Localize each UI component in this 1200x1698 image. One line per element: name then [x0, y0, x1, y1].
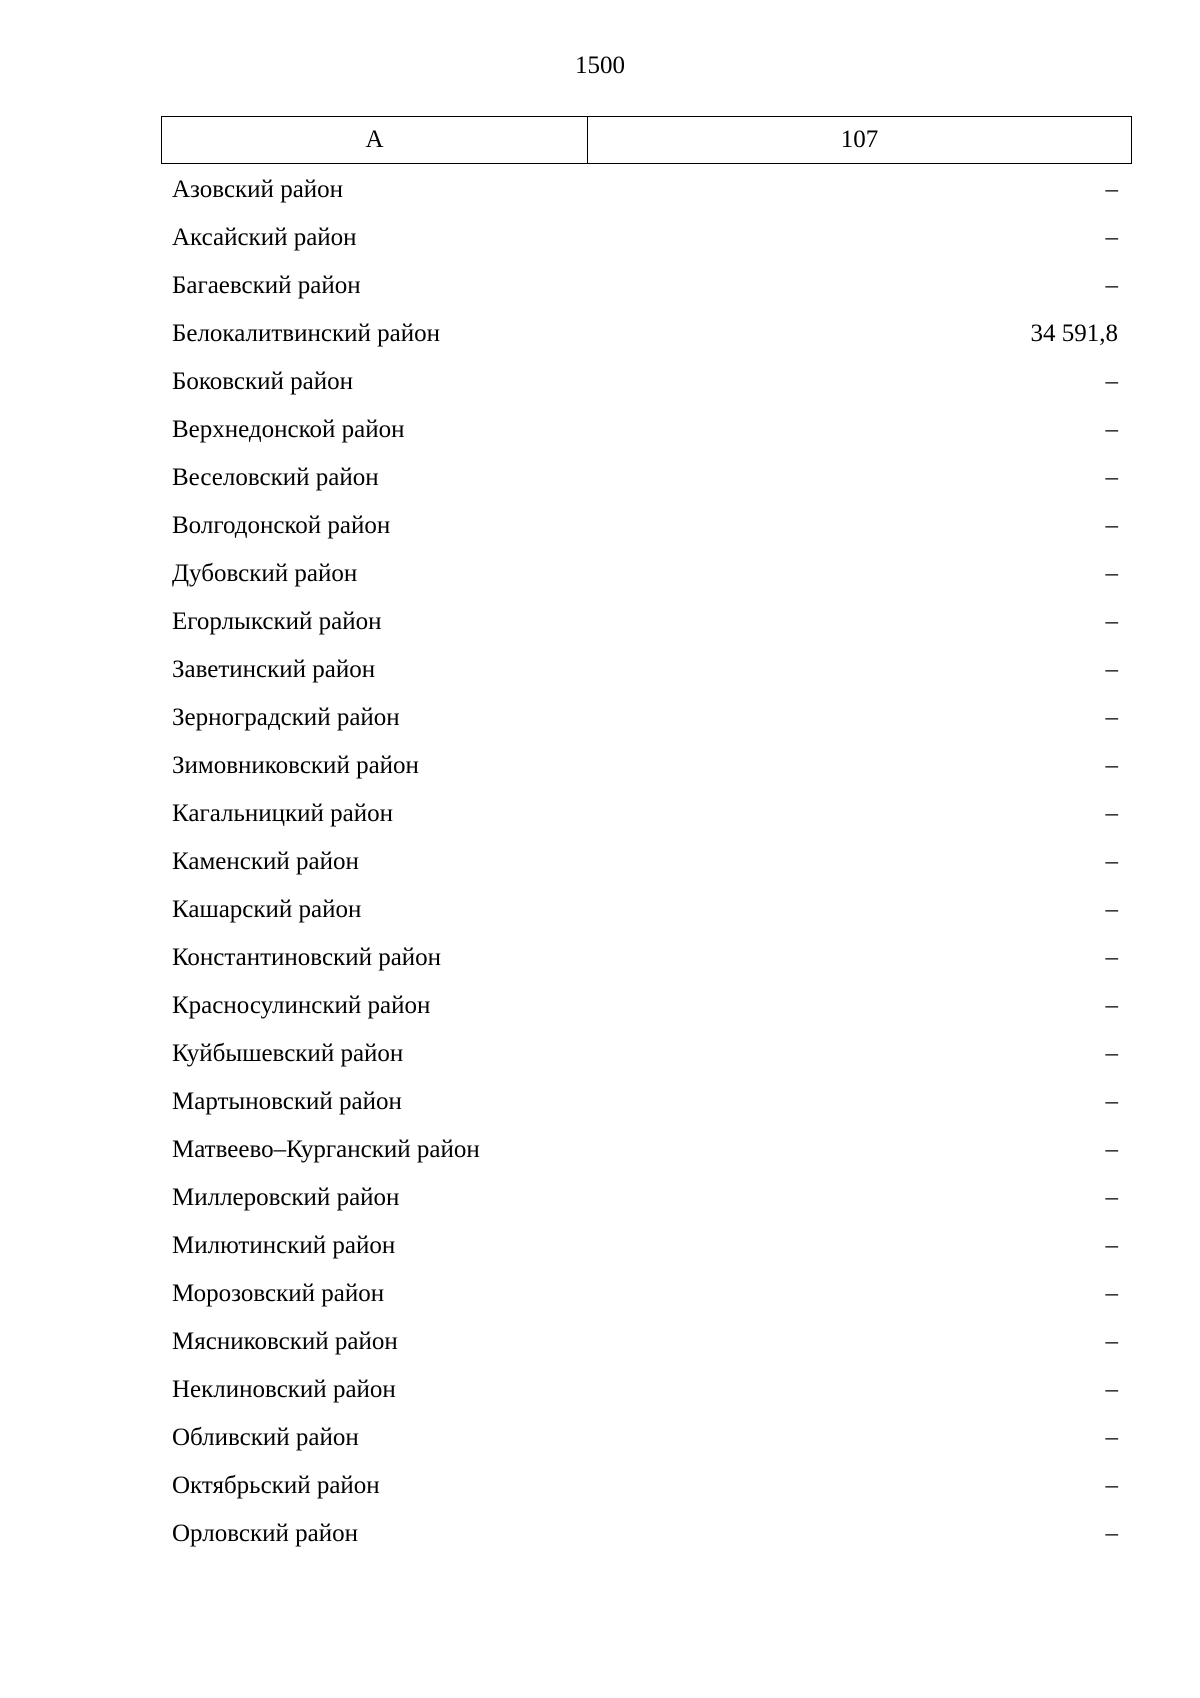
table-row [161, 1366, 1129, 1414]
district-name: Красносулинский район [172, 992, 431, 1019]
district-name: Азовский район [172, 176, 344, 203]
district-value: – [1105, 1088, 1118, 1115]
district-value: – [1105, 896, 1118, 923]
table-row [161, 1030, 1129, 1078]
district-name: Обливский район [172, 1424, 359, 1451]
district-name: Константиновский район [172, 944, 442, 971]
district-value: – [1105, 848, 1118, 875]
table-row [161, 790, 1129, 838]
district-value: – [1105, 992, 1118, 1019]
district-value: – [1105, 704, 1118, 731]
district-name: Кагальницкий район [172, 800, 394, 827]
district-name: Миллеровский район [172, 1184, 400, 1211]
district-value: – [1105, 800, 1118, 827]
district-value: – [1105, 272, 1118, 299]
district-name: Неклиновский район [172, 1376, 396, 1403]
district-value: – [1105, 656, 1118, 683]
table-header [161, 116, 1132, 164]
district-value: – [1105, 1520, 1118, 1547]
table-row [161, 1078, 1129, 1126]
data-table [161, 116, 1129, 1558]
district-value: – [1105, 1376, 1118, 1403]
district-name: Каменский район [172, 848, 359, 875]
district-name: Дубовский район [172, 560, 358, 587]
table-row [161, 1174, 1129, 1222]
district-value: – [1105, 608, 1118, 635]
district-value: – [1105, 368, 1118, 395]
table-row [161, 406, 1129, 454]
district-value: – [1105, 944, 1118, 971]
district-name: Кашарский район [172, 896, 362, 923]
district-name: Октябрьский район [172, 1472, 380, 1499]
district-value: – [1105, 176, 1118, 203]
district-name: Верхнедонской район [172, 416, 405, 443]
district-name: Багаевский район [172, 272, 361, 299]
district-name: Зерноградский район [172, 704, 400, 731]
district-value: – [1105, 1232, 1118, 1259]
table-row [161, 1414, 1129, 1462]
district-name: Волгодонской район [172, 512, 391, 539]
header-cell-a: А [162, 117, 588, 164]
district-name: Егорлыкский район [172, 608, 382, 635]
table-row [161, 1510, 1129, 1558]
district-name: Заветинский район [172, 656, 376, 683]
district-value: – [1105, 512, 1118, 539]
table-row [161, 214, 1129, 262]
district-value: – [1105, 1040, 1118, 1067]
district-value: – [1105, 1328, 1118, 1355]
district-name: Милютинский район [172, 1232, 396, 1259]
table-row [161, 694, 1129, 742]
table-row [161, 262, 1129, 310]
district-value: – [1105, 560, 1118, 587]
table-row [161, 742, 1129, 790]
page-number: 1500 [575, 52, 625, 79]
table-row [161, 982, 1129, 1030]
district-value: – [1105, 1424, 1118, 1451]
district-name: Орловский район [172, 1520, 358, 1547]
table-row [161, 886, 1129, 934]
district-name: Мясниковский район [172, 1328, 398, 1355]
table-row [161, 1126, 1129, 1174]
table-row [161, 1318, 1129, 1366]
district-name: Аксайский район [172, 224, 357, 251]
table-row [161, 454, 1129, 502]
table-row [161, 1222, 1129, 1270]
table-row [161, 838, 1129, 886]
district-value: – [1105, 1184, 1118, 1211]
table-row [161, 358, 1129, 406]
table-row [161, 1462, 1129, 1510]
district-name: Куйбышевский район [172, 1040, 404, 1067]
district-value: – [1105, 1136, 1118, 1163]
table-body [161, 166, 1129, 1558]
district-name: Белокалитвинский район [172, 320, 440, 347]
table-row [161, 934, 1129, 982]
district-name: Морозовский район [172, 1280, 385, 1307]
table-row [161, 166, 1129, 214]
table-row [161, 310, 1129, 358]
district-value: – [1105, 1280, 1118, 1307]
table-row [161, 550, 1129, 598]
table-row [161, 598, 1129, 646]
header-cell-107: 107 [588, 117, 1132, 164]
district-value: – [1105, 752, 1118, 779]
table-row [161, 502, 1129, 550]
district-value: – [1105, 1472, 1118, 1499]
district-name: Зимовниковский район [172, 752, 419, 779]
district-name: Веселовский район [172, 464, 379, 491]
district-value: – [1105, 464, 1118, 491]
district-value: 34 591,8 [1030, 320, 1118, 347]
district-value: – [1105, 224, 1118, 251]
table-row [161, 1270, 1129, 1318]
district-name: Матвеево–Курганский район [172, 1136, 480, 1163]
district-name: Боковский район [172, 368, 353, 395]
table-row [161, 646, 1129, 694]
district-value: – [1105, 416, 1118, 443]
district-name: Мартыновский район [172, 1088, 402, 1115]
